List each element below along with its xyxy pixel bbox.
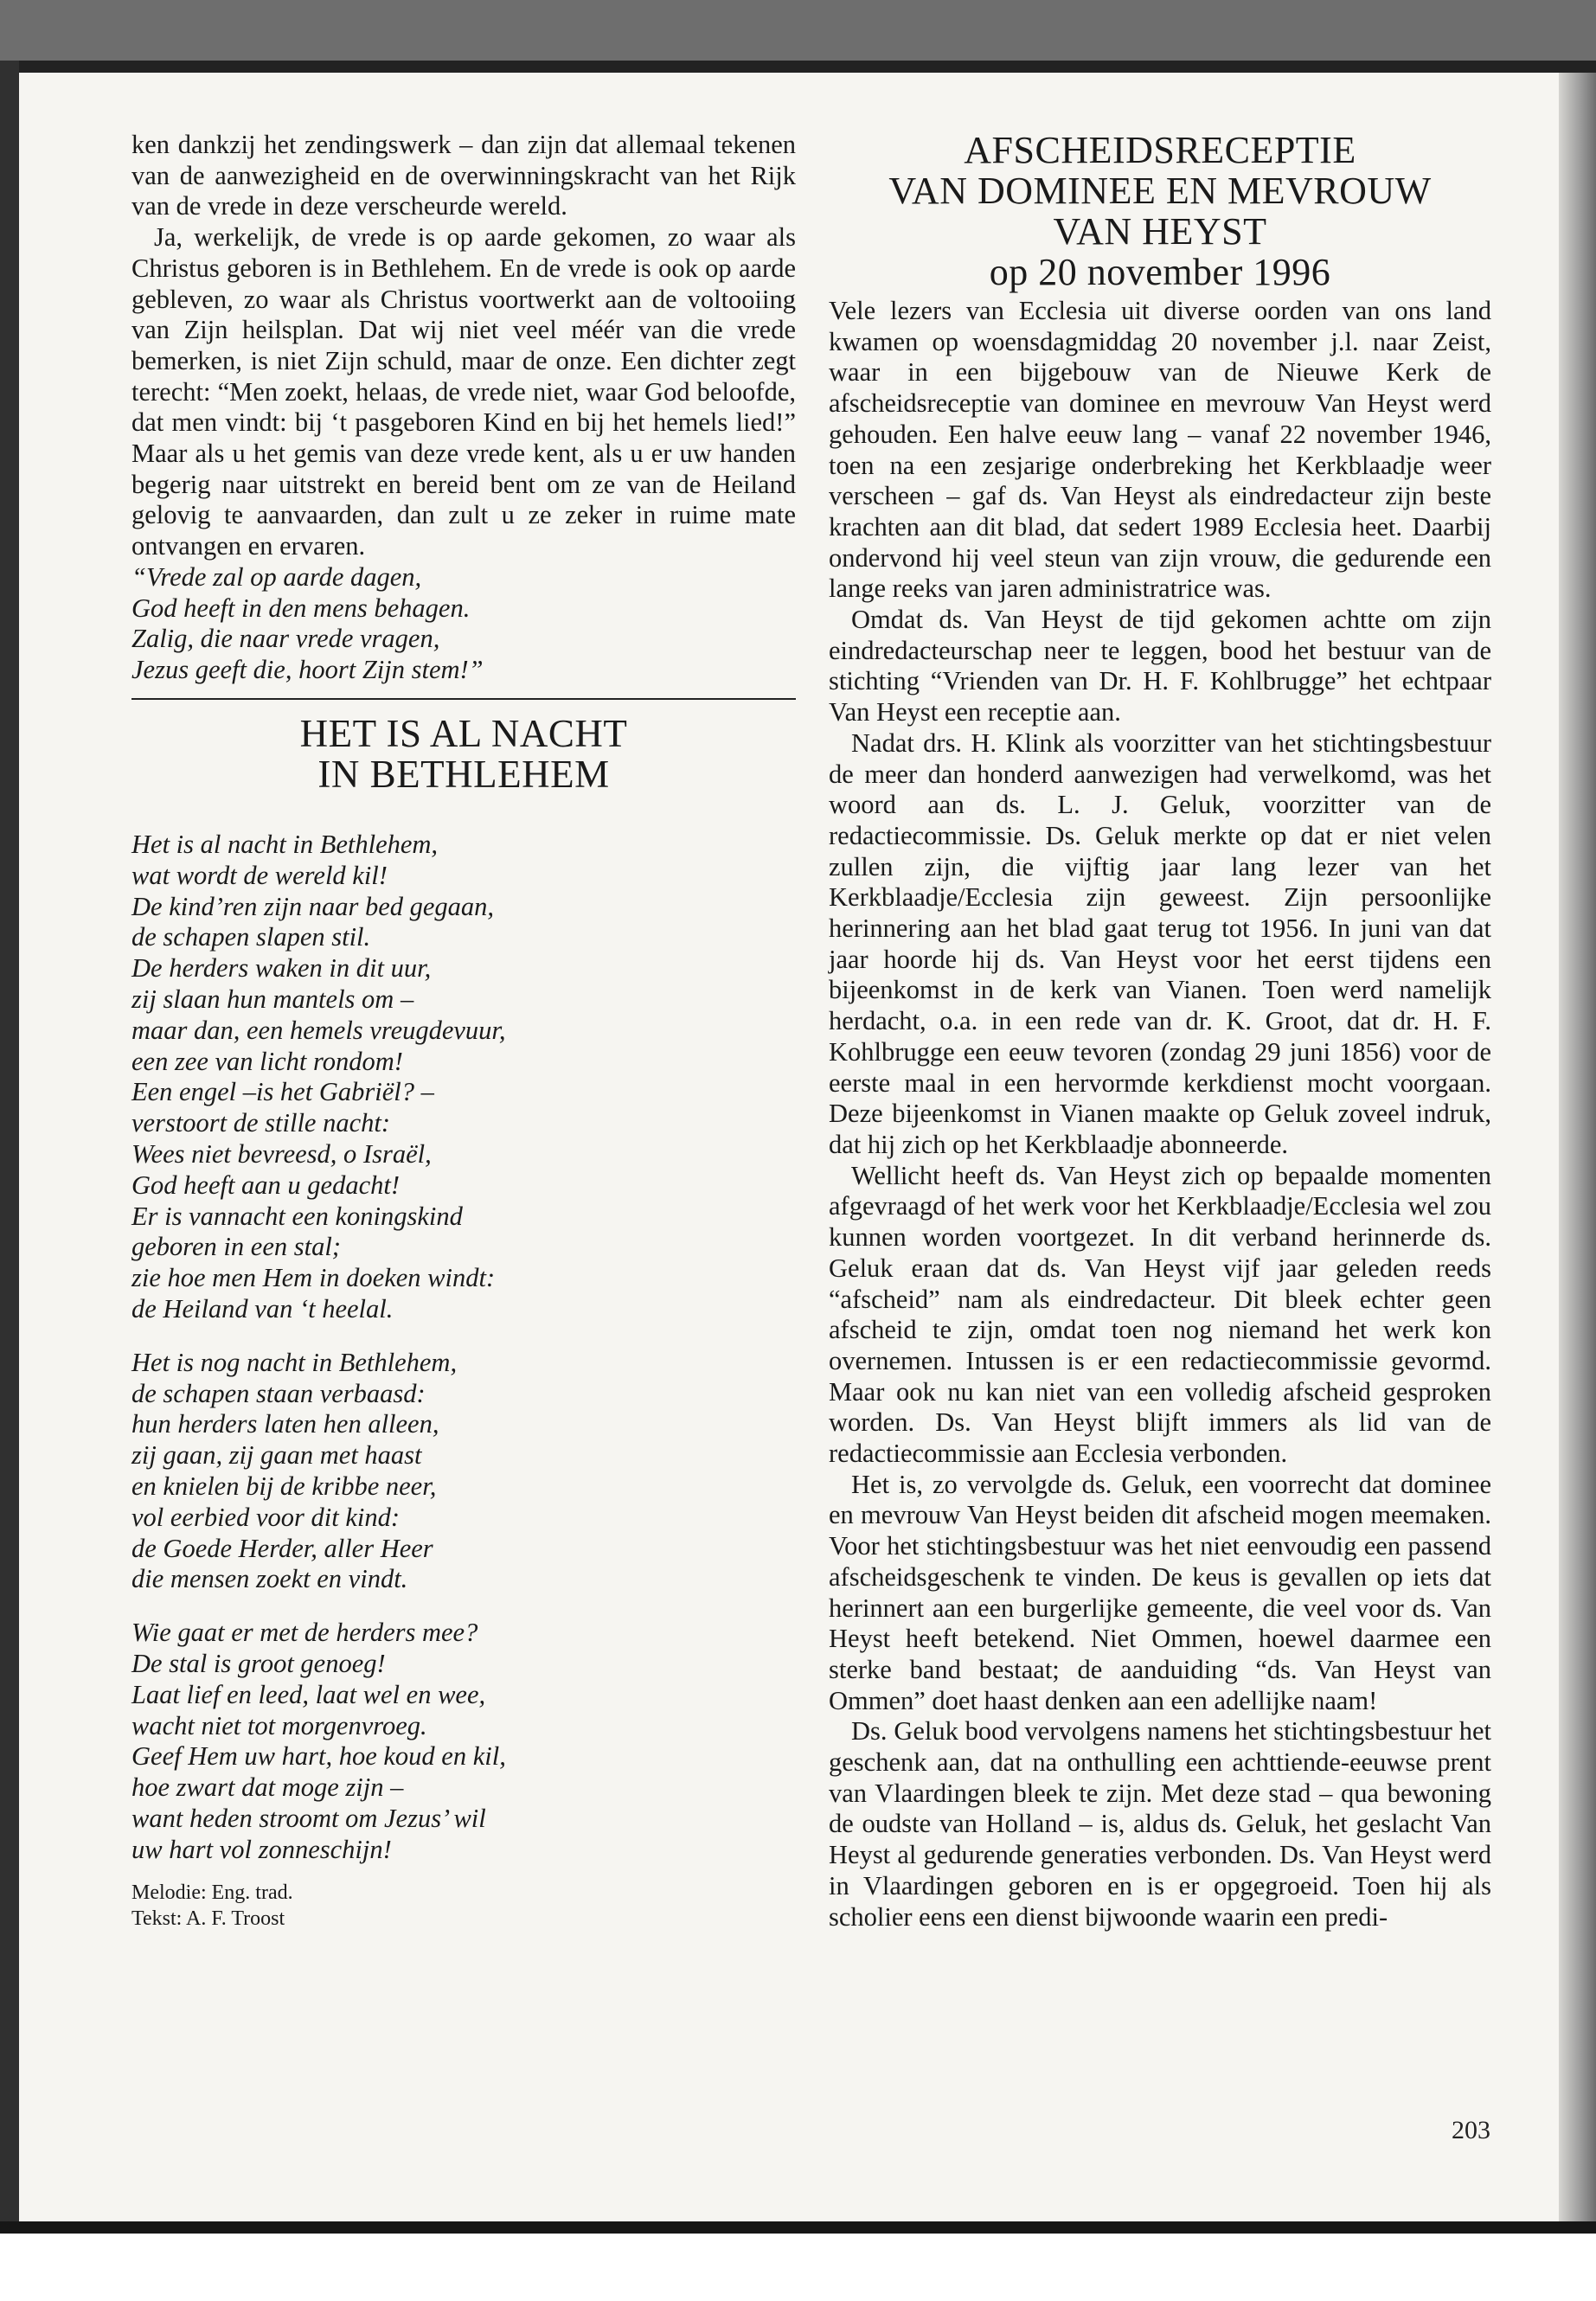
section-divider: [131, 698, 796, 700]
intro-paragraph: ken dankzij het zendingswerk – dan zijn dat allemaal tekenen van de aanwezigheid en de overwinningskracht van het Rijk van de vrede in deze verscheurde wereld.: [131, 130, 796, 221]
poem-stanza: Wie gaat er met de herders mee? De stal is groot genoeg! Laat lief en leed, laat wel en wee, wacht niet tot morgenvroeg. Geef Hem uw hart, hoe koud en kil, hoe zwart dat moge zijn – want heden stroomt om Jezus’ wil uw hart vol zonneschijn!: [131, 1618, 506, 1864]
closing-quote: “Vrede zal op aarde dagen, God heeft in den mens behagen. Zalig, die naar vrede vragen, Jezus geeft die, hoort Zijn stem!”: [131, 561, 484, 685]
scan-bottom-edge: [0, 2221, 1596, 2234]
right-column: [829, 130, 1491, 1932]
poem-title-line: IN BETHLEHEM: [317, 753, 610, 797]
scan-margin: [0, 2234, 1596, 2301]
article-paragraph: Nadat drs. H. Klink als voorzitter van het stichtingsbestuur de meer dan honderd aanwezigen had verwelkomd, was het woord aan ds. L. J. Geluk, voorzitter van de redactiecommissie. Ds. Geluk merkte op dat er niet velen zullen zijn, die vijftig jaar lang lezer van het Kerkblaadje/Ecclesia zijn geweest. Zijn persoonlijke herinnering aan het blad gaat terug tot 1956. In juni van dat jaar hoorde hij ds. Van Heyst voor het eerst tijdens een bijeenkomst in de kerk van Vianen. Toen werd namelijk herdacht, o.a. in een rede van dr. K. Groot, dat dr. H. F. Kohlbrugge een eeuw tevoren (zondag 29 juni 1856) voor de eerste maal in een hervormde kerkdienst mocht voorgaan. Deze bijeenkomst in Vianen maakte op Geluk zoveel indruk, dat hij zich op het Kerkblaadje abonneerde.: [829, 727, 1491, 1159]
article-paragraph: Vele lezers van Ecclesia uit diverse oorden van ons land kwamen op woensdagmiddag 20 november j.l. naar Zeist, waar in een bijgebouw van de Nieuwe Kerk de afscheidsreceptie van dominee en mevrouw Van Heyst werd gehouden. Een halve eeuw lang – vanaf 22 november 1946, toen na een zesjarige onderbreking het Kerkblaadje weer verscheen – gaf ds. Van Heyst als eindredacteur zijn beste krachten aan dit blad, dat sedert 1989 Ecclesia heet. Daarbij ondervond hij veel steun van zijn vrouw, die gedurende een lange reeks van jaren administratrice was.: [829, 296, 1491, 604]
article-paragraph: Wellicht heeft ds. Van Heyst zich op bepaalde momenten afgevraagd of het werk voor het Kerkblaadje/Ecclesia wel zou kunnen worden voortgezet. In dit verband herinnerde ds. Geluk eraan dat ds. Van Heyst vijf jaar geleden reeds “afscheid” nam als eindredacteur. Dit bleek echter geen afscheid te zijn, omdat toen nog niemand het werk kon overnemen. Intussen is er een redactiecommissie gevormd. Maar ook nu kan niet van een volledig afscheid gesproken worden. Ds. Van Heyst blijft immers als lid van de redactiecommissie aan Ecclesia verbonden.: [829, 1160, 1491, 1469]
credit-text: Tekst: A. F. Troost: [131, 1907, 285, 1930]
article-paragraph: Het is, zo vervolgde ds. Geluk, een voorrecht dat dominee en mevrouw Van Heyst beiden dit afscheid mogen meemaken. Voor het stichtingsbestuur was het niet eenvoudig een passend afscheidsgeschenk te vinden. De keus is gevallen op iets dat herinnert aan een burgerlijke gemeente, die veel voor ds. Van Heyst heeft betekend. Niet Ommen, hoewel daarmee een sterke band bestaat; de aanduiding “ds. Van Heyst van Ommen” doet haast denken aan een adellijke naam!: [829, 1469, 1491, 1715]
poem-stanza: Het is nog nacht in Bethlehem, de schapen staan verbaasd: hun herders laten hen alleen, zij gaan, zij gaan met haast en knielen bij de kribbe neer, vol eerbied voor dit kind: de Goede Herder, aller Heer die mensen zoekt en vindt.: [131, 1347, 458, 1594]
headline-line: op 20 november 1996: [989, 251, 1331, 293]
poem-stanza: Het is al nacht in Bethlehem, wat wordt de wereld kil! De kind’ren zijn naar bed gegaan, de schapen slapen stil. De herders waken in dit uur, zij slaan hun mantels om – maar dan, een hemels vreugdevuur, een zee van licht rondom! Een engel –is het Gabriël? – verstoort de stille nacht: Wees niet bevreesd, o Israël, God heeft aan u gedacht! Er is vannacht een koningskind geboren in een stal; zie hoe men Hem in doeken windt: de Heiland van ‘t heelal.: [131, 830, 506, 1324]
page-number: 203: [1452, 2116, 1490, 2144]
credit-melody: Melodie: Eng. trad.: [131, 1881, 293, 1904]
article-paragraph: Omdat ds. Van Heyst de tijd gekomen achtte om zijn eindredacteurschap neer te leggen, bood het bestuur van de stichting “Vrienden van Dr. H. F. Kohlbrugge” het echtpaar Van Heyst een receptie aan.: [829, 605, 1491, 727]
headline-line: AFSCHEIDSRECEPTIE: [964, 129, 1356, 171]
article-paragraph: Ds. Geluk bood vervolgens namens het stichtingsbestuur het geschenk aan, dat na onthulling een achttiende-eeuwse prent van Vlaardingen bleek te zijn. Met deze stad – qua bewoning de oudste van Holland – is, aldus ds. Geluk, het geslacht Van Heyst al gedurende generaties verbonden. Ds. Van Heyst werd in Vlaardingen geboren en is er opgegroeid. Toen hij als scholier eens een dienst bijwoonde waarin een predi-: [829, 1716, 1491, 1932]
poem-title-line: HET IS AL NACHT: [299, 712, 628, 756]
headline-line: VAN DOMINEE EN MEVROUW: [888, 170, 1432, 212]
scan-left-edge: [0, 61, 19, 2301]
page-gutter-shadow: [1559, 73, 1596, 2235]
poem-credits: [131, 1880, 796, 1932]
poem-title: [131, 714, 796, 795]
left-column: [131, 130, 796, 1932]
intro-paragraph: Ja, werkelijk, de vrede is op aarde gekomen, zo waar als Christus geboren is in Bethlehem. En de vrede is ook op aarde gebleven, zo waar als Christus voortwerkt aan de voltooiing van Zijn heilsplan. Dat wij niet veel méér van die vrede bemerken, is niet Zijn schuld, maar de onze. Een dichter zegt terecht: “Men zoekt, helaas, de vrede niet, waar God beloofde, dat men vindt: bij ‘t pasgeboren Kind en bij het hemels lied!” Maar als u het gemis van deze vrede kent, als u er uw handen begerig naar uitstrekt en bereid bent om ze van de Heiland gelovig te aanvaarden, dan zult u ze zeker in ruime mate ontvangen en ervaren.: [131, 222, 796, 561]
article-headline: [829, 130, 1491, 292]
headline-line: VAN HEYST: [1053, 210, 1267, 253]
